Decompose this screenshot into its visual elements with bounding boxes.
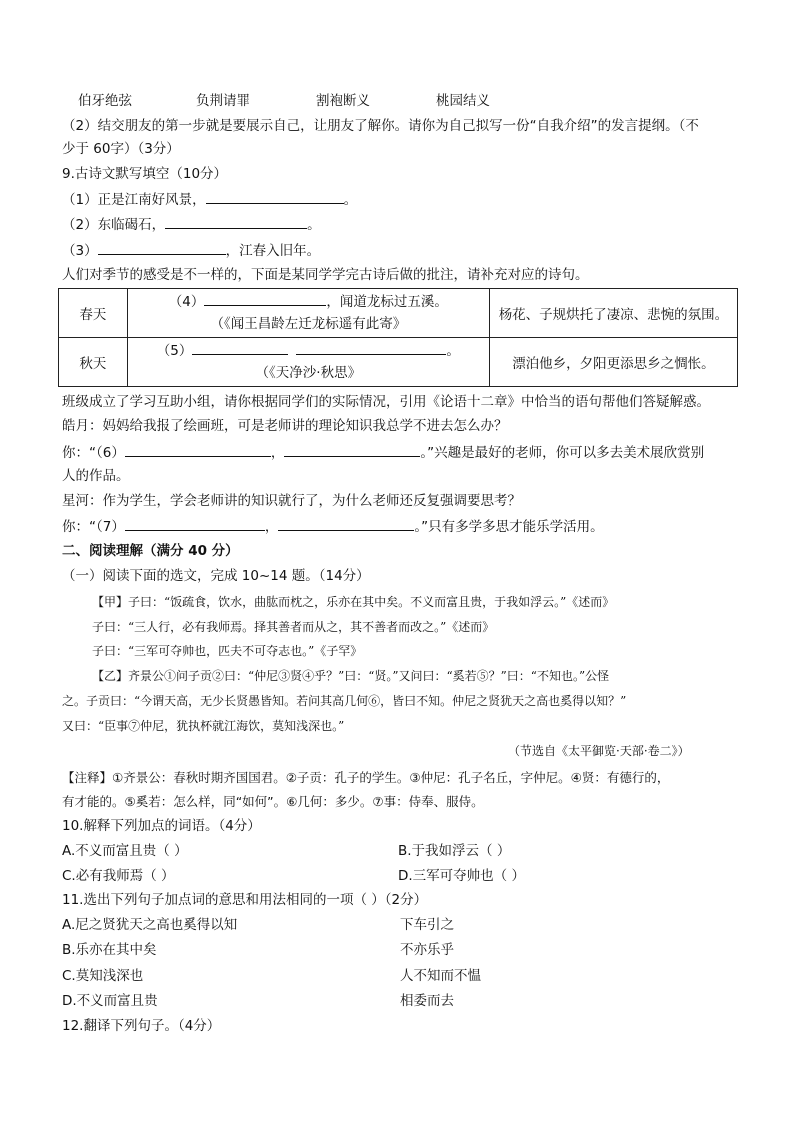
q9-item-1-suffix: 。: [343, 192, 358, 208]
dialog-2-question: 星河：作为学生，学会老师讲的知识就行了，为什么老师还反复强调要思考？: [62, 493, 521, 509]
passage-jia-2: 子曰：“三人行，必有我师焉。择其善者而从之，其不善者而改之。”《述而》: [92, 620, 495, 634]
answer-blank-7a[interactable]: [125, 516, 265, 531]
q9-item-1: [62, 189, 357, 210]
answer-suffix: 。”只有多学多思才能乐学活用。: [414, 519, 604, 535]
q10-option-c: C.必有我师焉（ ）: [62, 868, 175, 884]
poem-source: （《天净沙·秋思》: [255, 365, 362, 381]
notes-line-1: 【注释】①齐景公：春秋时期齐国国君。②子贡：孔子的学生。③仲尼：孔子名丘，字仲尼。④贤：有德行的，: [62, 770, 670, 785]
answer-suffix: 。”兴趣是最好的老师，你可以多去美术展欣赏别: [420, 445, 705, 461]
section-2-subtitle: （一）阅读下面的选文，完成 10~14 题。（14分）: [62, 568, 370, 584]
answer-blank-7b[interactable]: [278, 516, 414, 531]
poem-line-suffix: ，闻道龙标过五溪。: [326, 294, 448, 310]
poem-source: （《闻王昌龄左迁龙标遥有此寄》: [210, 316, 407, 332]
poem-line-suffix: 。: [446, 343, 460, 359]
idiom-4: 桃园结义: [436, 93, 490, 109]
answer-blank-2[interactable]: [165, 214, 307, 229]
answer-prefix: 你：“（6）: [62, 445, 125, 461]
poem-cell: [127, 289, 489, 338]
dialog-1-answer-cont: 人的作品。: [62, 468, 130, 484]
q9-item-3-prefix: （3）: [62, 243, 98, 259]
passage-jia-1: 【甲】子曰：“饭疏食，饮水，曲肱而枕之，乐亦在其中矣。不义而富且贵，于我如浮云。”《述而》: [92, 595, 615, 609]
answer-blank-3[interactable]: [98, 240, 226, 255]
q9-item-1-prefix: （1）正是江南好风景，: [62, 192, 206, 208]
season-cell: 春天: [59, 289, 128, 338]
answer-blank-5a[interactable]: [192, 340, 288, 355]
passage-yi-1: 【乙】齐景公①问子贡②曰：“仲尼③贤④乎？”曰：“贤。”又问曰：“奚若⑤？”曰：“不知也。”公怪: [92, 669, 610, 683]
q11-option-d-left: D.不义而富且贵: [62, 993, 158, 1009]
section-2-title: 二、阅读理解（满分 40 分）: [62, 543, 239, 559]
q8-2-line2: 少于 60字）（3分）: [62, 141, 180, 157]
table-row: [59, 289, 738, 338]
q11-option-a-left: A.尼之贤犹天之高也奚得以知: [62, 917, 238, 933]
answer-blank-6a[interactable]: [125, 442, 271, 457]
season-cell: 秋天: [59, 338, 128, 387]
dialog-2-answer: [62, 516, 604, 537]
season-poem-table: [58, 288, 738, 387]
dialog-1-question: 皓月：妈妈给我报了绘画班，可是老师讲的理论知识我总学不进去怎么办？: [62, 418, 508, 434]
idiom-3: 割袍断义: [316, 93, 370, 109]
answer-blank-5b[interactable]: [296, 340, 446, 355]
q9-item-3: [62, 240, 320, 261]
q11-title: 11.选出下列句子加点词的意思和用法相同的一项（ ）（2分）: [62, 892, 428, 908]
notes-line-2: 有才能的。⑤奚若：怎么样，同“如何”。⑥几何：多少。⑦事：侍奉、服侍。: [62, 794, 484, 809]
q9-intro: 人们对季节的感受是不一样的，下面是某同学学完古诗后做的批注，请补充对应的诗句。: [62, 267, 589, 283]
q10-title: 10.解释下列加点的词语。（4分）: [62, 818, 261, 834]
poem-num: （4）: [168, 294, 205, 310]
q9-title: 9.古诗文默写填空（10分）: [62, 166, 228, 182]
answer-blank-4[interactable]: [204, 291, 326, 306]
passage-jia-3: 子曰：“三军可夺帅也，匹夫不可夺志也。”《子罕》: [92, 644, 363, 658]
q11-option-b-left: B.乐亦在其中矣: [62, 942, 157, 958]
group-intro: 班级成立了学习互助小组，请你根据同学们的实际情况，引用《论语十二章》中恰当的语句帮他们答疑解惑。: [62, 394, 710, 410]
q9-item-3-suffix: ，江春入旧年。: [225, 243, 321, 259]
idiom-2: 负荆请罪: [196, 93, 250, 109]
answer-prefix: 你：“（7）: [62, 519, 125, 535]
passage-source: （节选自《太平御览·天部·卷二》）: [508, 744, 690, 758]
answer-blank-6b[interactable]: [284, 442, 420, 457]
note-cell: 漂泊他乡，夕阳更添思乡之惆怅。: [489, 338, 737, 387]
note-cell: 杨花、子规烘托了凄凉、悲惋的氛围。: [489, 289, 737, 338]
q11-option-c-right: 人不知而不愠: [400, 968, 481, 984]
answer-blank-1[interactable]: [206, 189, 344, 204]
q8-2-line1: （2）结交朋友的第一步就是要展示自己，让朋友了解你。请你为自己拟写一份“自我介绍”的发言提纲。（不: [62, 118, 699, 134]
q11-option-c-left: C.莫知浅深也: [62, 968, 144, 984]
q10-option-a: A.不义而富且贵（ ）: [62, 843, 188, 859]
q10-option-b: B.于我如浮云（ ）: [398, 843, 511, 859]
q9-item-2-prefix: （2）东临碣石，: [62, 217, 166, 233]
q10-option-d: D.三军可夺帅也（ ）: [398, 868, 525, 884]
passage-yi-3: 又曰：“臣事⑦仲尼，犹执杯就江海饮，莫知浅深也。”: [62, 719, 345, 733]
dialog-1-answer: [62, 442, 704, 463]
q9-item-2-suffix: 。: [307, 217, 321, 233]
q11-option-a-right: 下车引之: [400, 917, 454, 933]
poem-num: （5）: [156, 343, 193, 359]
q11-option-d-right: 相委而去: [400, 993, 454, 1009]
poem-cell: [127, 338, 489, 387]
q9-item-2: [62, 214, 321, 235]
q12-title: 12.翻译下列句子。（4分）: [62, 1018, 221, 1034]
answer-mid: ，: [270, 445, 285, 461]
passage-yi-2: 之。子贡曰：“今谓天高，无少长贤愚皆知。若问其高几何⑥，皆曰不知。仲尼之贤犹天之高也奚得以知？”: [62, 694, 627, 708]
idiom-1: 伯牙绝弦: [78, 93, 132, 109]
q11-option-b-right: 不亦乐乎: [400, 942, 454, 958]
answer-mid: ，: [264, 519, 279, 535]
table-row: [59, 338, 738, 387]
